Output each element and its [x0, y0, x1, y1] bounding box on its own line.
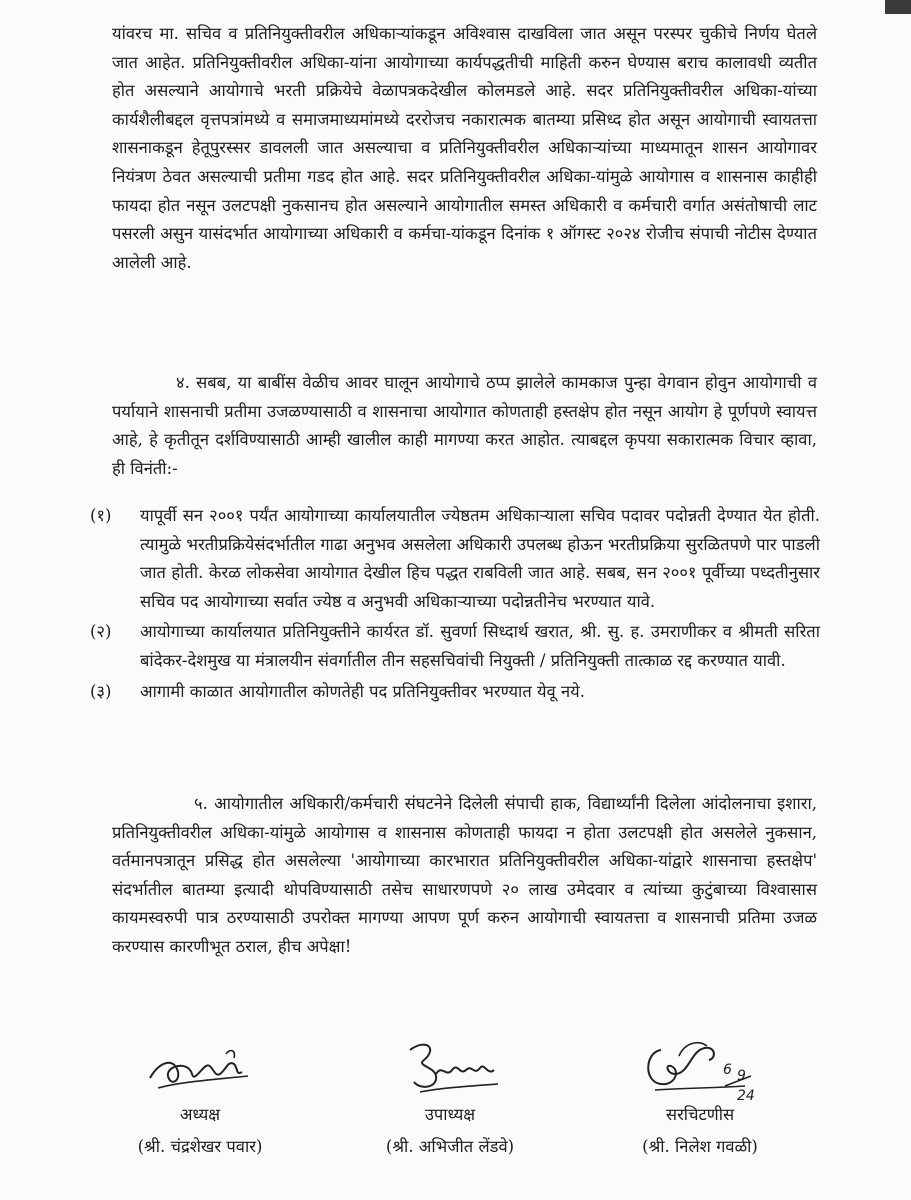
paragraph-4: ४. सबब, या बाबींस वेळीच आवर घालून आयोगाचे ठप्प झालेले कामकाज पुन्हा वेगवान होवुन आयोगाची व पर्यायाने शासनाची प्रतीमा उजळण्यासाठी व शासनाचा आयोगात कोणताही हस्तक्षेप होत नसून आयोग हे पूर्णपणे स्वायत्त आहे, हे कृतीतून दर्शविण्यासाठी आम्ही खालील काही मागण्या करत आहोत. त्याबद्दल कृपया सकारात्मक विचार व्हावा, ही विनंती:-	[112, 373, 817, 478]
handwritten-signature	[590, 1030, 810, 1104]
svg-text:24: 24	[737, 1088, 755, 1104]
demand-text: यापूर्वी सन २००१ पर्यंत आयोगाच्या कार्यालयातील ज्येष्ठतम अधिकाऱ्याला सचिव पदावर पदोन्नती देण्यात येत होती. त्यामुळे भरतीप्रक्रियेसंदर्भातील गाढा अनुभव असलेला अधिकारी उपलब्ध होऊन भरतीप्रक्रिया सुरळितपणे पार पाडली जात होती. केरळ लोकसेवा आयोगात देखील हिच पद्धत राबविली जात आहे. सबब, सन २००१ पूर्वीच्या पध्दतीनुसार सचिव पद आयोगाच्या सर्वात ज्येष्ठ व अनुभवी अधिकाऱ्याच्या पदोन्नतीनेच भरण्यात यावे.	[140, 506, 820, 611]
demand-number: (१)	[90, 506, 112, 525]
paragraph-5: ५. आयोगातील अधिकारी/कर्मचारी संघटनेने दिलेली संपाची हाक, विद्यार्थ्यांनी दिलेला आंदोलनाचा इशारा, प्रतिनियुक्तीवरील अधिका-यांमुळे आयोगास व शासनास कोणताही फायदा न होता उलटपक्षी होत असलेले नुकसान, वर्तमानपत्रातून प्रसिद्ध होत असलेल्या 'आयोगाच्या कारभारात प्रतिनियुक्तीवरील अधिका-यांद्वारे शासनाचा हस्तक्षेप' संदर्भातील बातम्या इत्यादी थोपविण्यासाठी तसेच साधारणपणे २० लाख उमेदवार व त्यांच्या कुटुंबाच्या विश्वासास कायमस्वरुपी पात्र ठरण्यासाठी उपरोक्त मागण्या आपण पूर्ण करुन आयोगाची स्वायतत्ता व शासनाची प्रतिमा उजळ करण्यास कारणीभूत ठराल, हीच अपेक्षा!	[112, 794, 817, 956]
intro-paragraph-block	[112, 20, 817, 277]
demand-item	[90, 678, 820, 707]
svg-text:9: 9	[737, 1068, 746, 1084]
handwritten-signature	[90, 1030, 310, 1100]
signatory-name: (श्री. निलेश गवळी)	[642, 1137, 758, 1156]
signatory-title: अध्यक्ष	[179, 1105, 221, 1124]
signatory-name: (श्री. चंद्रशेखर पवार)	[137, 1137, 263, 1156]
signatures-section	[0, 1030, 911, 1200]
signatory-name: (श्री. अभिजीत लेंडवे)	[385, 1137, 515, 1156]
demand-item	[90, 618, 820, 675]
signature-block-general-secretary	[590, 1030, 810, 1160]
demand-item	[90, 502, 820, 616]
handwritten-signature	[340, 1030, 560, 1100]
signature-block-vice-president	[340, 1030, 560, 1160]
demand-text: आगामी काळात आयोगातील कोणतेही पद प्रतिनियुक्तीवर भरण्यात येवू नये.	[140, 681, 585, 701]
svg-text:6: 6	[723, 1062, 732, 1078]
demand-text: आयोगाच्या कार्यालयात प्रतिनियुक्तीने कार्यरत डॉ. सुवर्णा सिध्दार्थ खरात, श्री. सु. ह. उमराणीकर व श्रीमती सरिता बांदेकर-देशमुख या मंत्रालयीन संवर्गातील तीन सहसचिवांची नियुक्ती / प्रतिनियुक्ती तात्काळ रद्द करण्यात यावी.	[140, 622, 820, 670]
demand-number: (३)	[90, 681, 112, 701]
signatory-title: सरचिटणीस	[665, 1105, 735, 1124]
intro-paragraph: यांवरच मा. सचिव व प्रतिनियुक्तीवरील अधिकाऱ्यांकडून अविश्वास दाखविला जात असून परस्पर चुकीचे निर्णय घेतले जात आहेत. प्रतिनियुक्तीवरील अधिका-यांना आयोगाच्या कार्यपद्धतीची माहिती करुन घेण्यास बराच कालावधी व्यतीत होत असल्याने आयोगाचे भरती प्रक्रियेचे वेळापत्रकदेखील कोलमडले आहे. सदर प्रतिनियुक्तीवरील अधिका-यांच्या कार्यशैलीबद्दल वृत्तपत्रांमध्ये व समाजमाध्यमांमध्ये दररोजच नकारात्मक बातम्या प्रसिध्द होत असून आयोगाची स्वायतत्ता शासनाकडून हेतूपुरस्सर डावलली जात असल्याचा व प्रतिनियुक्तीवरील अधिकाऱ्यांच्या माध्यमातून शासन आयोगावर नियंत्रण ठेवत असल्याची प्रतीमा गडद होत आहे. सदर प्रतिनियुक्तीवरील अधिका-यांमुळे आयोगास व शासनास काहीही फायदा होत नसून उलटपक्षी नुकसानच होत असल्याने आयोगातील समस्त अधिकारी व कर्मचारी वर्गात असंतोषाची लाट पसरली असुन यासंदर्भात आयोगाच्या अधिकारी व कर्मचा-यांकडून दिनांक १ ऑगस्ट २०२४ रोजीच संपाची नोटीस देण्यात आलेली आहे.	[112, 24, 817, 272]
demands-list	[90, 502, 820, 708]
signatory-title: उपाध्यक्ष	[424, 1105, 476, 1124]
demand-number: (२)	[90, 622, 112, 642]
corner-mark	[885, 0, 911, 14]
signature-block-president	[90, 1030, 310, 1160]
